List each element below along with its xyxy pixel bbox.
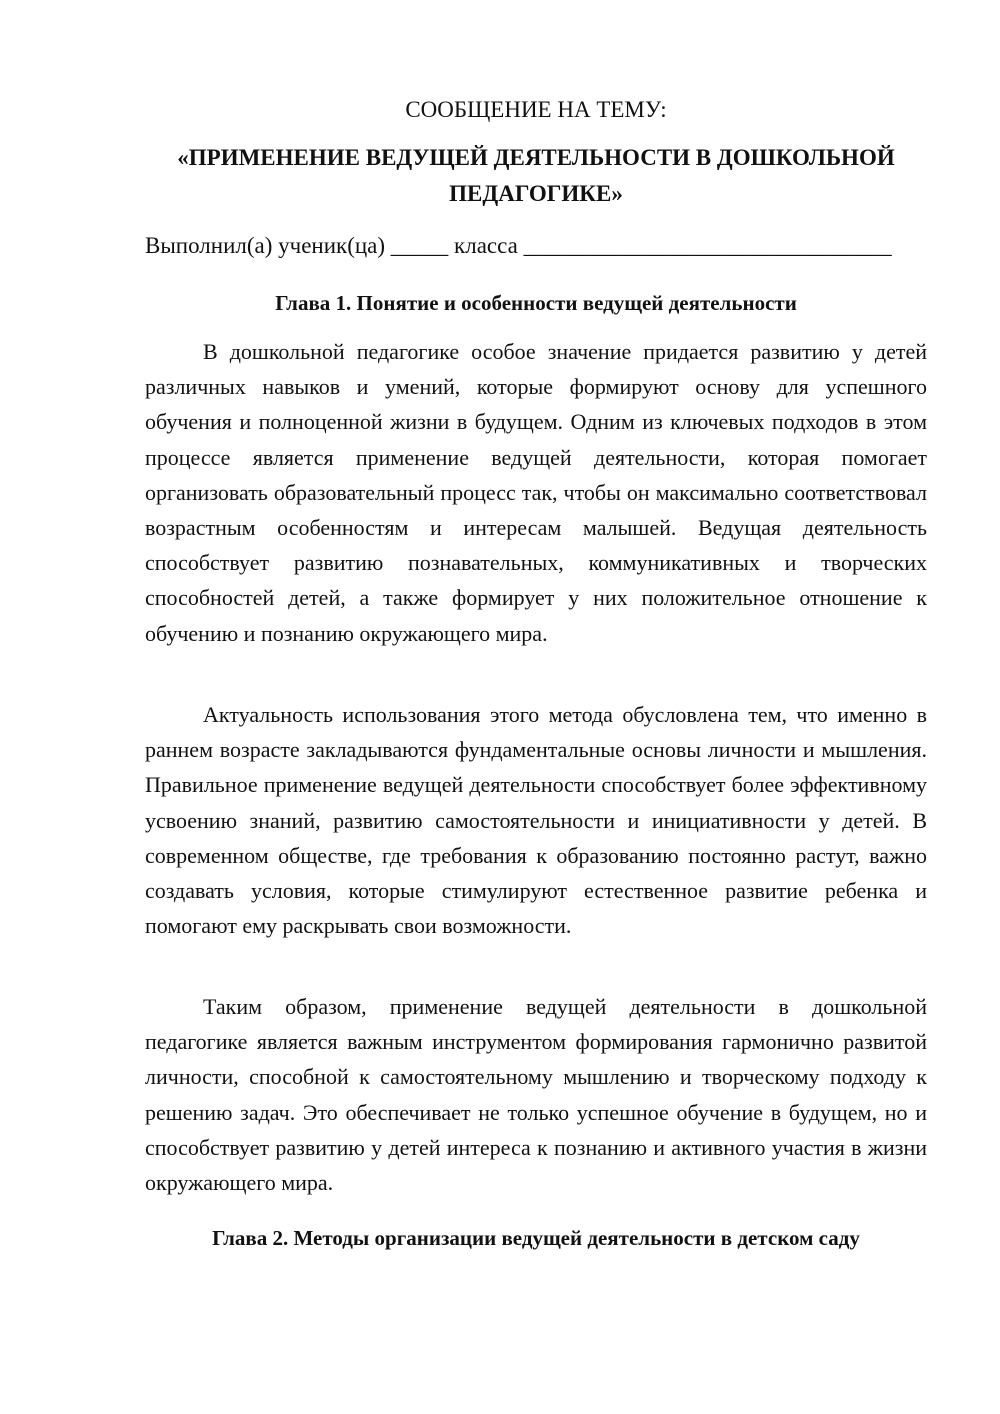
paragraph: В дошкольной педагогике особое значение придается развитию у детей различных навыков и умений, которые формируют основу для успешного обучения и полноценной жизни в будущем. Одним из ключевых подходов в этом процессе является применение ведущей деятельности, которая помогает организовать образовательный процесс так, чтобы он максимально соответствовал возрастным особенностям и интересам малышей. Ведущая деятельность способствует развитию познавательных, коммуникативных и творческих способностей детей, а также формирует у них положительное отношение к обучению и познанию окружающего мира.	[145, 339, 927, 646]
topic-label: СООБЩЕНИЕ НА ТЕМУ:	[405, 97, 667, 122]
chapter-1-heading: Глава 1. Понятие и особенности ведущей деятельности	[275, 291, 797, 315]
paragraph: Актуальность использования этого метода обусловлена тем, что именно в раннем возрасте закладываются фундаментальные основы личности и мышления. Правильное применение ведущей деятельности способствует более эффективному усвоению знаний, развитию самостоятельности и инициативности у детей. В современном обществе, где требования к образованию постоянно растут, важно создавать условия, которые стимулируют естественное развитие ребенка и помогают ему раскрывать свои возможности.	[145, 702, 927, 939]
author-line: Выполнил(а) ученик(ца) _____ класса ________________________________	[145, 233, 892, 258]
document-title: «ПРИМЕНЕНИЕ ВЕДУЩЕЙ ДЕЯТЕЛЬНОСТИ В ДОШКОЛЬНОЙ ПЕДАГОГИКЕ»	[177, 145, 895, 206]
chapter-2-heading: Глава 2. Методы организации ведущей деятельности в детском саду	[212, 1226, 860, 1250]
paragraph: Таким образом, применение ведущей деятельности в дошкольной педагогике является важным инструментом формирования гармонично развитой личности, способной к самостоятельному мышлению и творческому подходу к решению задач. Это обеспечивает не только успешное обучение в будущем, но и способствует развитию у детей интереса к познанию и активного участия в жизни окружающего мира.	[145, 994, 927, 1196]
